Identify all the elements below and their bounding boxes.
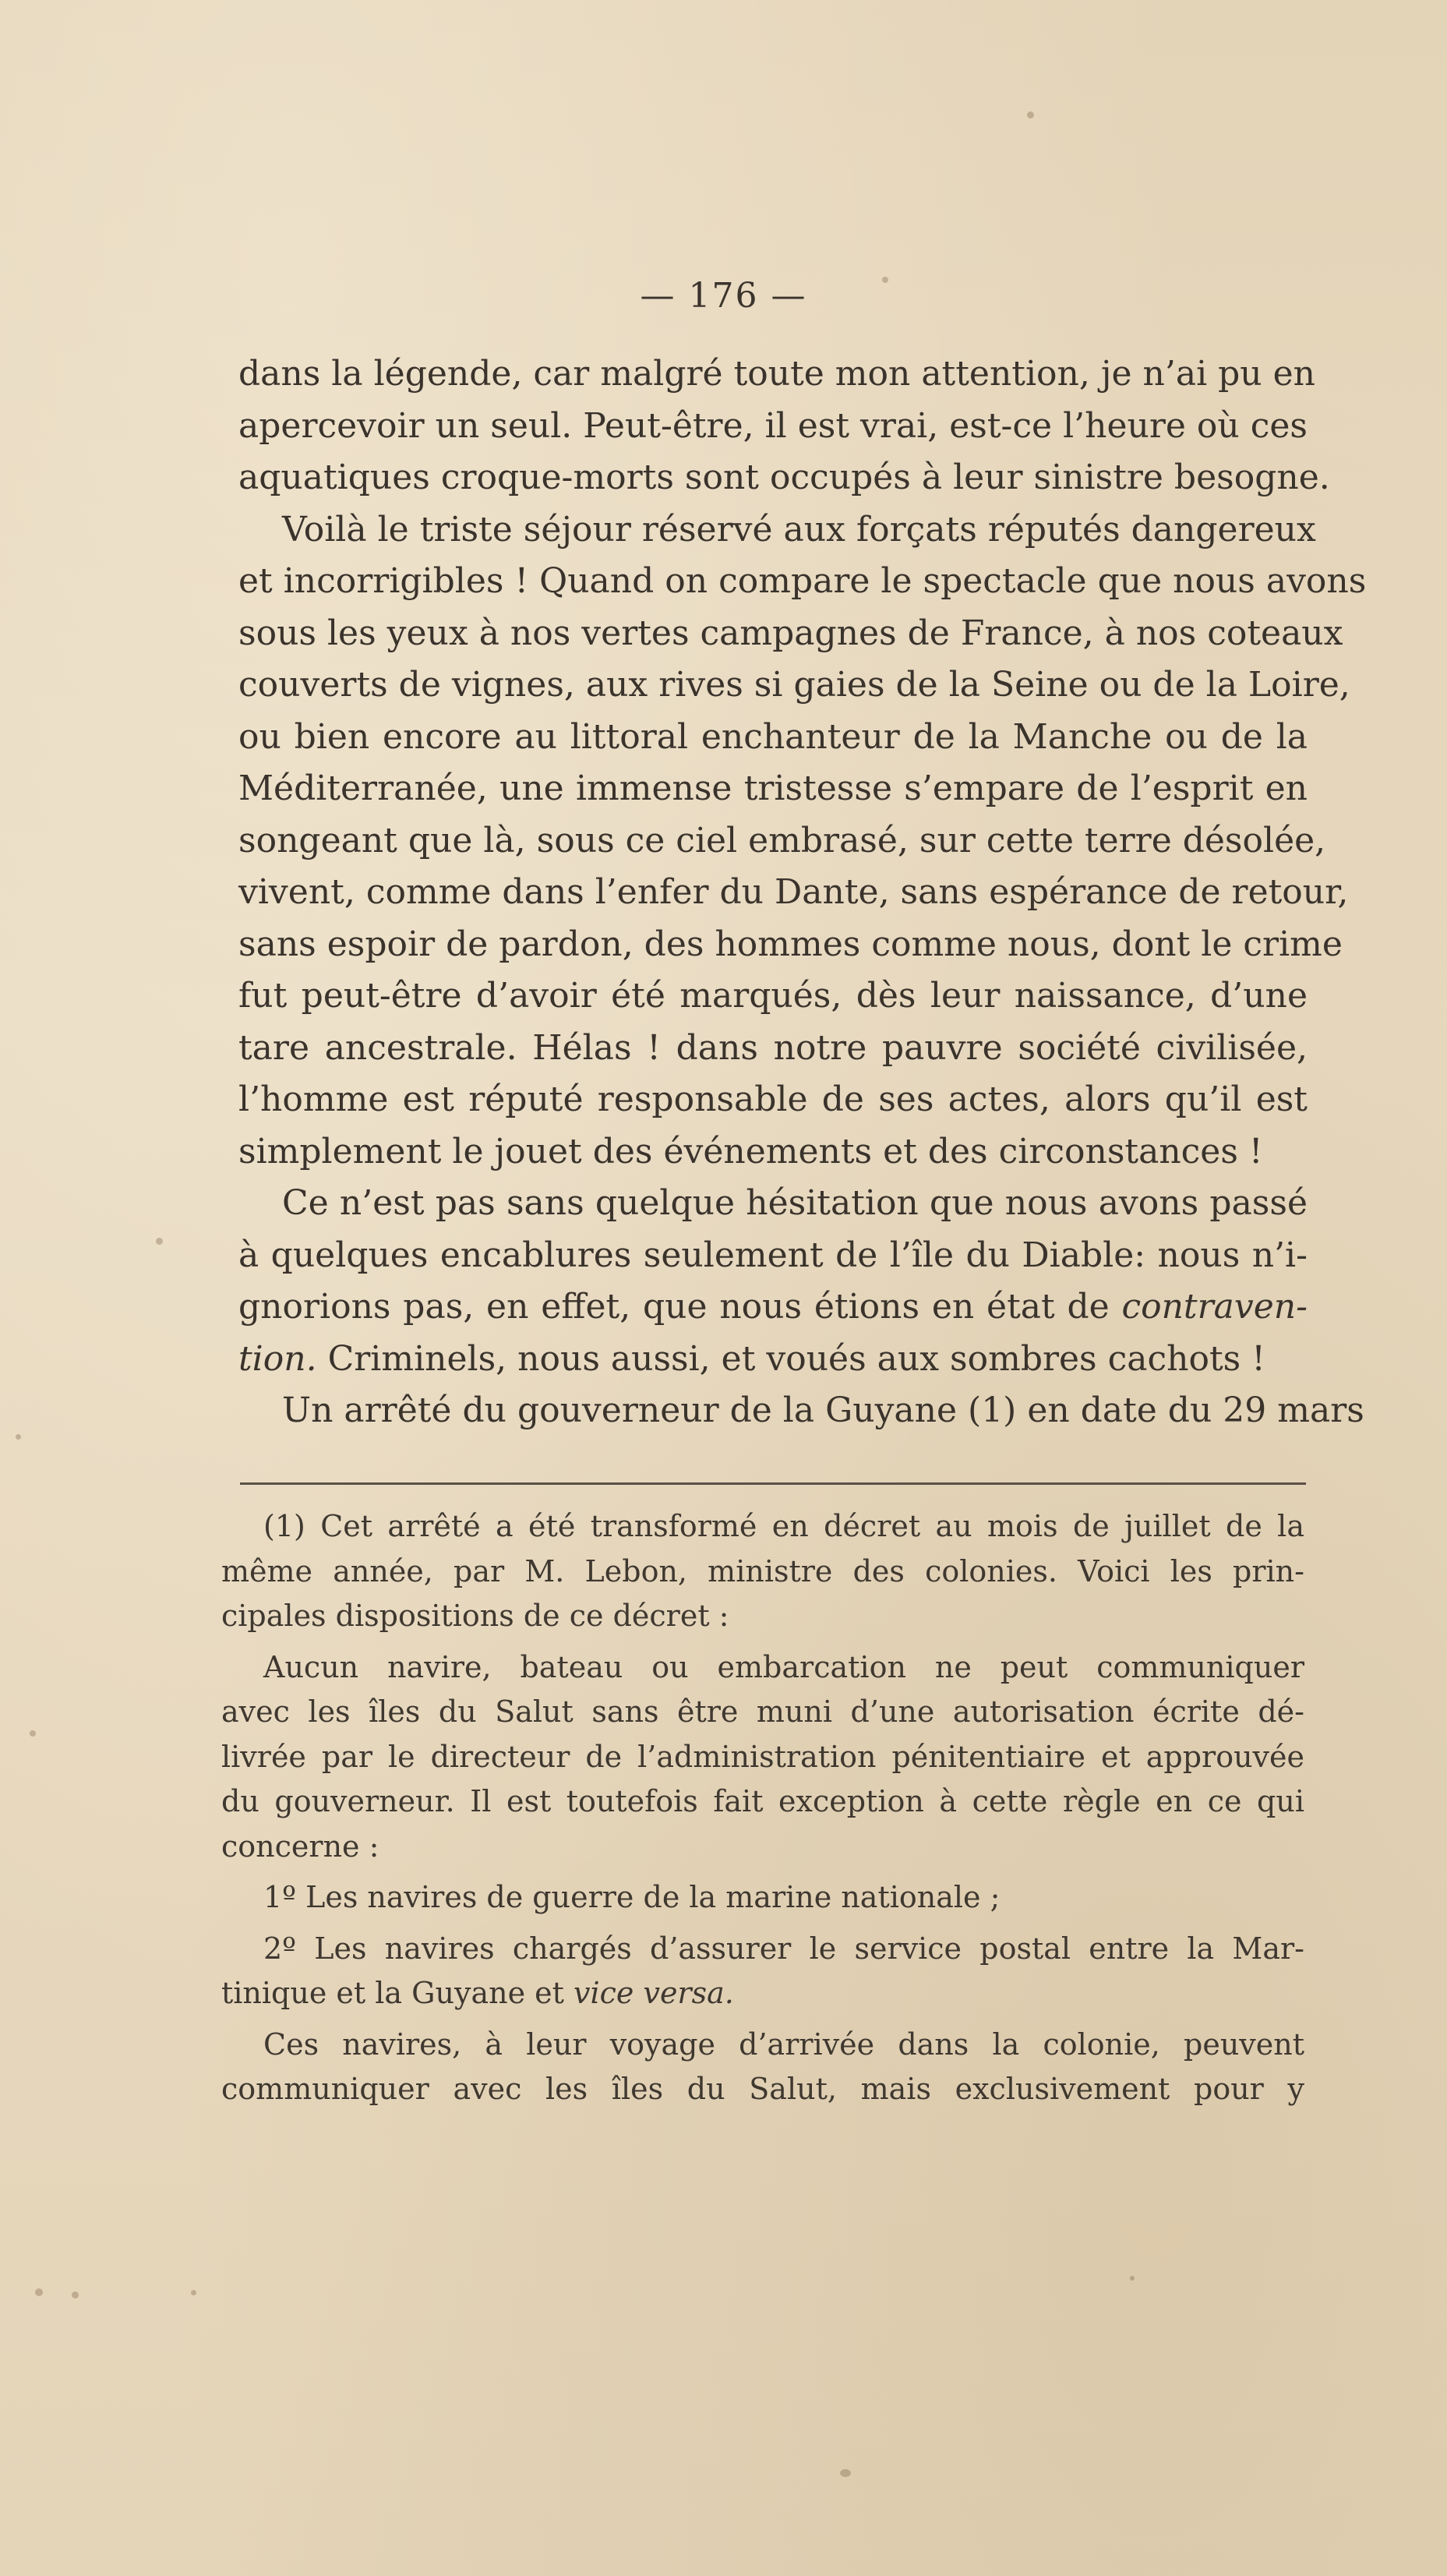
footnote-block — [221, 1504, 1304, 2112]
paper-speck — [16, 1434, 21, 1440]
footnote-line: 1º Les navires de guerre de la marine nationale ; — [263, 1880, 1001, 1914]
text-line: Méditerranée, une immense tristesse s’empare de l’esprit en — [238, 769, 1308, 808]
text-line: simplement le jouet des événements et des circonstances ! — [238, 1131, 1263, 1171]
footnote-line: avec les îles du Salut sans être muni d’une autorisation écrite dé- — [221, 1694, 1304, 1729]
text-line: Ce n’est pas sans quelque hésitation que nous avons passé — [282, 1183, 1308, 1223]
paper-speck — [191, 2290, 196, 2295]
footnote-divider — [240, 1482, 1306, 1485]
text-line: aquatiques croque-morts sont occupés à leur sinistre besogne. — [238, 458, 1330, 497]
paper-speck — [882, 277, 888, 283]
text-line — [238, 1334, 1308, 1386]
text-fragment: tinique et la Guyane et — [221, 1976, 564, 2010]
page-number: — 176 — — [640, 276, 807, 316]
paper-speck — [35, 2288, 43, 2296]
main-text — [238, 348, 1367, 1437]
text-line: songeant que là, sous ce ciel embrasé, sur cette terre désolée, — [238, 820, 1326, 860]
footnote-line: communiquer avec les îles du Salut, mais exclusivement pour y — [221, 2072, 1304, 2106]
text-line: tare ancestrale. Hélas ! dans notre pauvre société civilisée, — [238, 1027, 1308, 1068]
footnote-line: livrée par le directeur de l’administration pénitentiaire et approuvée — [221, 1739, 1304, 1774]
text-fragment: Criminels, nous aussi, et voués aux sombres cachots ! — [327, 1338, 1265, 1379]
footnote-line: Ces navires, à leur voyage d’arrivée dans la colonie, peuvent — [263, 2027, 1304, 2062]
paper-speck — [30, 1730, 36, 1737]
text-line: Voilà le triste séjour réservé aux forçats réputés dangereux — [282, 509, 1316, 549]
footnote-line: cipales dispositions de ce décret : — [221, 1599, 729, 1633]
footnote-line: (1) Cet arrêté a été transformé en décret au mois de juillet de la — [263, 1509, 1304, 1543]
text-line: Un arrêté du gouverneur de la Guyane (1) en date du 29 mars — [282, 1390, 1364, 1430]
footnote-line: même année, par M. Lebon, ministre des colonies. Voici les prin- — [221, 1553, 1304, 1588]
italic-fragment: contraven- — [1121, 1287, 1308, 1327]
italic-fragment: tion. — [238, 1338, 317, 1379]
text-line: à quelques encablures seulement de l’île du Diable: nous n’i- — [238, 1235, 1308, 1275]
paper-speck — [840, 2469, 851, 2477]
footnote-line: Aucun navire, bateau ou embarcation ne peut communiquer — [263, 1649, 1304, 1684]
text-fragment: gnorions pas, en effet, que nous étions en état de — [238, 1287, 1110, 1327]
text-line: fut peut-être d’avoir été marqués, dès leur naissance, d’une — [238, 976, 1308, 1016]
footnote-line: concerne : — [221, 1829, 379, 1864]
footnote-line: du gouverneur. Il est toutefois fait exception à cette règle en ce qui — [221, 1784, 1304, 1818]
paper-speck — [72, 2292, 79, 2299]
text-line: l’homme est réputé responsable de ses actes, alors qu’il est — [238, 1080, 1308, 1119]
text-line: sous les yeux à nos vertes campagnes de France, à nos coteaux — [238, 613, 1343, 653]
text-line — [238, 1281, 1308, 1334]
paper-speck — [1027, 111, 1034, 118]
text-line: couverts de vignes, aux rives si gaies de la Seine ou de la Loire, — [238, 665, 1350, 705]
paper-speck — [1130, 2276, 1135, 2281]
text-line: vivent, comme dans l’enfer du Dante, sans espérance de retour, — [238, 872, 1349, 912]
text-line: sans espoir de pardon, des hommes comme nous, dont le crime — [238, 924, 1343, 964]
text-line: dans la légende, car malgré toute mon attention, je n’ai pu en — [238, 354, 1316, 394]
text-line: apercevoir un seul. Peut-être, il est vrai, est-ce l’heure où ces — [238, 405, 1308, 446]
italic-fragment: vice versa. — [574, 1976, 734, 2010]
paper-speck — [156, 1238, 163, 1245]
text-line: et incorrigibles ! Quand on compare le spectacle que nous avons — [238, 561, 1367, 601]
footnote-line: 2º Les navires chargés d’assurer le service postal entre la Mar- — [263, 1931, 1304, 1966]
text-line: ou bien encore au littoral enchanteur de la Manche ou de la — [238, 716, 1308, 757]
footnote-line — [221, 1971, 1304, 2016]
